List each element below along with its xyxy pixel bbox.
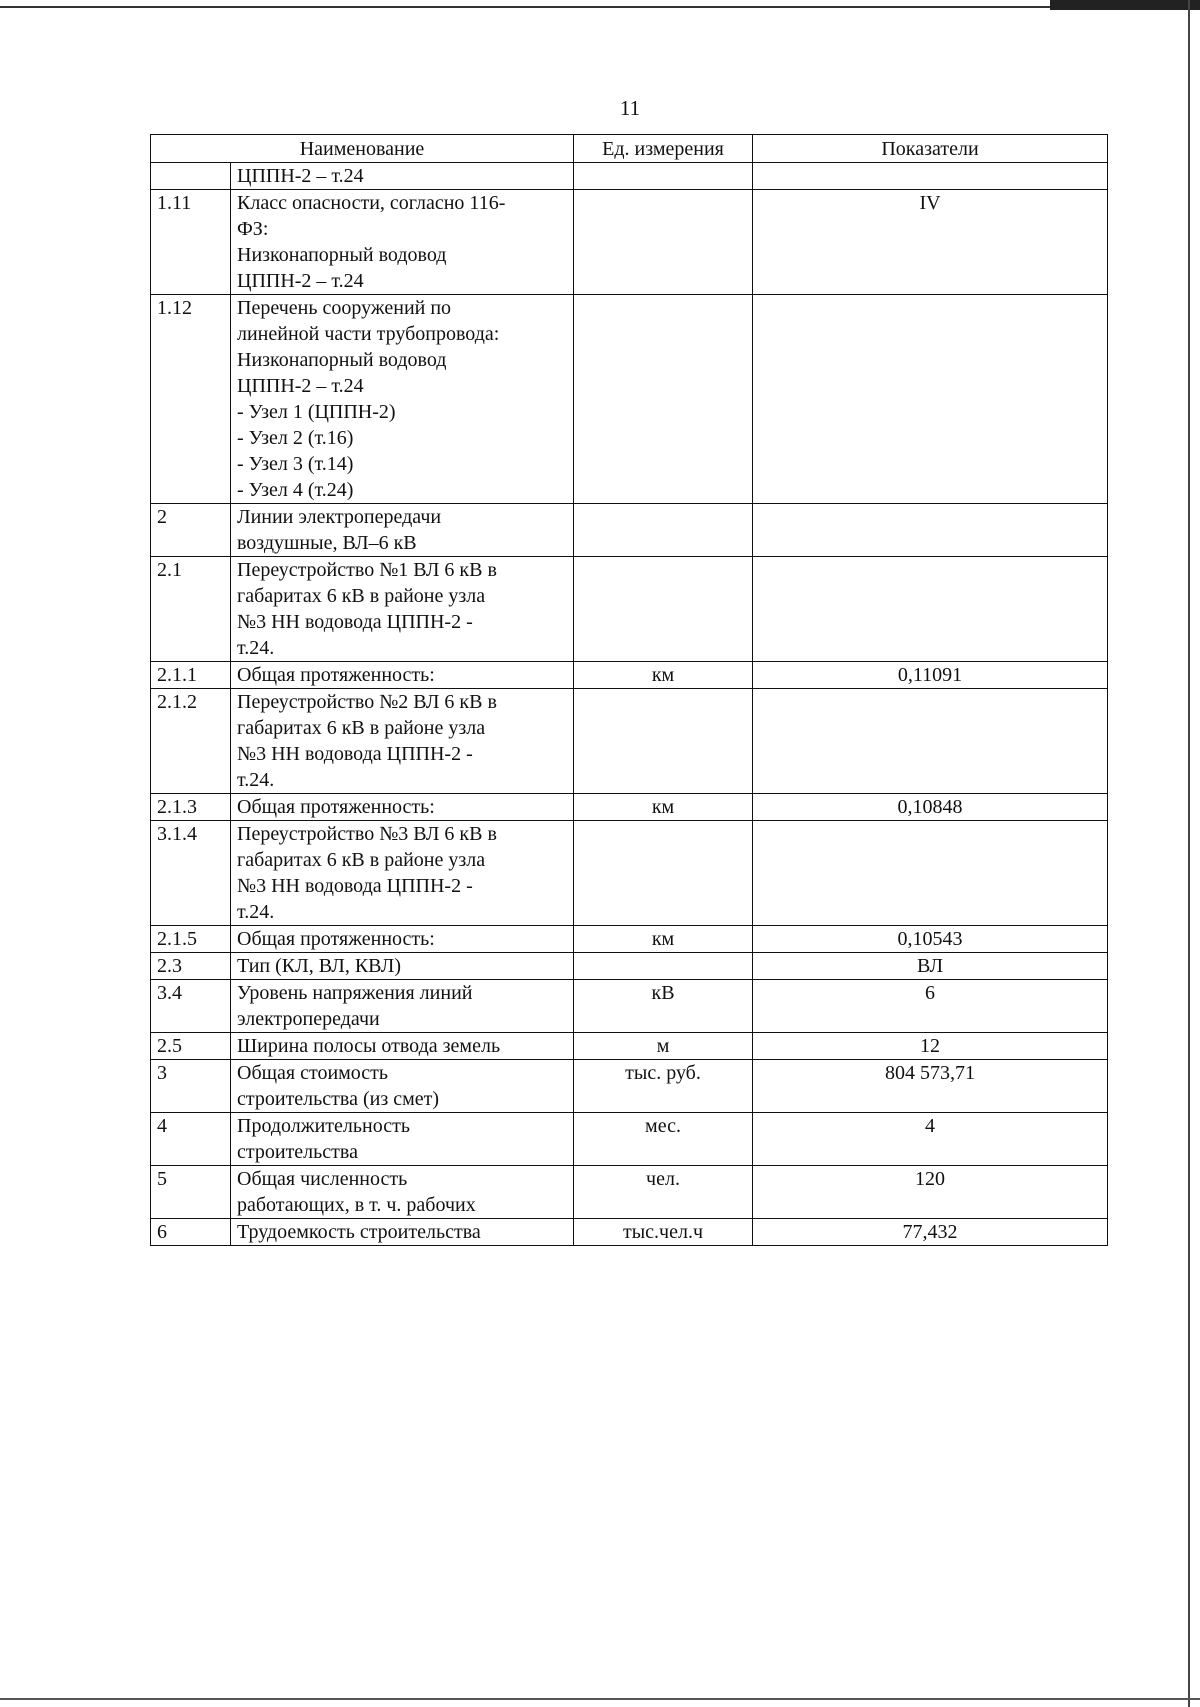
table-row	[151, 821, 1108, 926]
row-unit	[574, 190, 753, 295]
row-number: 2.1.1	[151, 662, 231, 689]
table-row	[151, 295, 1108, 504]
row-value	[753, 689, 1108, 794]
scan-edge-top	[0, 6, 1200, 8]
row-unit	[574, 557, 753, 662]
row-number: 1.11	[151, 190, 231, 295]
table-row	[151, 662, 1108, 689]
row-unit	[574, 163, 753, 190]
header-unit: Ед. измерения	[574, 135, 753, 163]
row-name: Тип (КЛ, ВЛ, КВЛ)	[231, 953, 574, 980]
row-unit	[574, 689, 753, 794]
row-number: 2.1.3	[151, 794, 231, 821]
scan-edge-corner	[1050, 0, 1200, 10]
row-value: 0,11091	[753, 662, 1108, 689]
row-value: 4	[753, 1113, 1108, 1166]
row-unit: км	[574, 926, 753, 953]
row-value	[753, 163, 1108, 190]
table-row	[151, 1113, 1108, 1166]
row-unit: км	[574, 794, 753, 821]
row-unit: чел.	[574, 1166, 753, 1219]
row-name: Переустройство №3 ВЛ 6 кВ в габаритах 6 кВ в районе узла №3 НН водовода ЦППН-2 - т.24.	[231, 821, 574, 926]
row-number: 2.3	[151, 953, 231, 980]
row-name: Ширина полосы отвода земель	[231, 1033, 574, 1060]
row-number: 3	[151, 1060, 231, 1113]
row-value	[753, 295, 1108, 504]
row-value: 0,10848	[753, 794, 1108, 821]
table-body	[151, 163, 1108, 1246]
page-number: 11	[619, 96, 641, 120]
row-name: Общая протяженность:	[231, 794, 574, 821]
table-row	[151, 926, 1108, 953]
table-row	[151, 689, 1108, 794]
table-row	[151, 504, 1108, 557]
row-name: ЦППН-2 – т.24	[231, 163, 574, 190]
row-name: Уровень напряжения линий электропередачи	[231, 980, 574, 1033]
table-row	[151, 1166, 1108, 1219]
scan-edge-right	[1188, 0, 1190, 1707]
indicators-table	[150, 134, 1108, 1246]
row-value: IV	[753, 190, 1108, 295]
table-row	[151, 980, 1108, 1033]
row-name: Продолжительность строительства	[231, 1113, 574, 1166]
row-unit: тыс. руб.	[574, 1060, 753, 1113]
scan-edge-bottom	[0, 1698, 1200, 1700]
row-name: Линии электропередачи воздушные, ВЛ–6 кВ	[231, 504, 574, 557]
row-unit: км	[574, 662, 753, 689]
row-number: 2.1	[151, 557, 231, 662]
row-unit	[574, 953, 753, 980]
row-unit	[574, 295, 753, 504]
row-unit: мес.	[574, 1113, 753, 1166]
row-value: ВЛ	[753, 953, 1108, 980]
row-number: 2.1.5	[151, 926, 231, 953]
row-name: Перечень сооружений по линейной части трубопровода: Низконапорный водовод ЦППН-2 – т.24 - Узел 1 (ЦППН-2) - Узел 2 (т.16) - Узел 3 (т.14) - Узел 4 (т.24)	[231, 295, 574, 504]
row-unit: тыс.чел.ч	[574, 1219, 753, 1246]
row-unit	[574, 504, 753, 557]
table-header-row	[151, 135, 1108, 163]
row-unit: кВ	[574, 980, 753, 1033]
row-name: Общая протяженность:	[231, 926, 574, 953]
row-value: 6	[753, 980, 1108, 1033]
row-name: Общая численность работающих, в т. ч. рабочих	[231, 1166, 574, 1219]
table-row	[151, 557, 1108, 662]
row-number: 4	[151, 1113, 231, 1166]
table-row	[151, 1219, 1108, 1246]
row-value: 120	[753, 1166, 1108, 1219]
header-value: Показатели	[753, 135, 1108, 163]
row-number: 2.1.2	[151, 689, 231, 794]
row-name: Переустройство №1 ВЛ 6 кВ в габаритах 6 кВ в районе узла №3 НН водовода ЦППН-2 - т.24.	[231, 557, 574, 662]
row-unit: м	[574, 1033, 753, 1060]
table-row	[151, 163, 1108, 190]
row-name: Переустройство №2 ВЛ 6 кВ в габаритах 6 кВ в районе узла №3 НН водовода ЦППН-2 - т.24.	[231, 689, 574, 794]
row-name: Общая протяженность:	[231, 662, 574, 689]
row-value	[753, 821, 1108, 926]
header-name: Наименование	[151, 135, 574, 163]
row-name: Класс опасности, согласно 116- ФЗ: Низконапорный водовод ЦППН-2 – т.24	[231, 190, 574, 295]
row-name: Общая стоимость строительства (из смет)	[231, 1060, 574, 1113]
table-row	[151, 190, 1108, 295]
row-number: 3.1.4	[151, 821, 231, 926]
table-row	[151, 953, 1108, 980]
row-number: 1.12	[151, 295, 231, 504]
row-number: 3.4	[151, 980, 231, 1033]
row-value: 804 573,71	[753, 1060, 1108, 1113]
row-number: 2	[151, 504, 231, 557]
row-number: 6	[151, 1219, 231, 1246]
table-row	[151, 1033, 1108, 1060]
row-number	[151, 163, 231, 190]
row-value: 77,432	[753, 1219, 1108, 1246]
row-unit	[574, 821, 753, 926]
row-value: 0,10543	[753, 926, 1108, 953]
table-row	[151, 1060, 1108, 1113]
row-value	[753, 557, 1108, 662]
row-number: 2.5	[151, 1033, 231, 1060]
row-number: 5	[151, 1166, 231, 1219]
row-value: 12	[753, 1033, 1108, 1060]
table-row	[151, 794, 1108, 821]
row-value	[753, 504, 1108, 557]
row-name: Трудоемкость строительства	[231, 1219, 574, 1246]
